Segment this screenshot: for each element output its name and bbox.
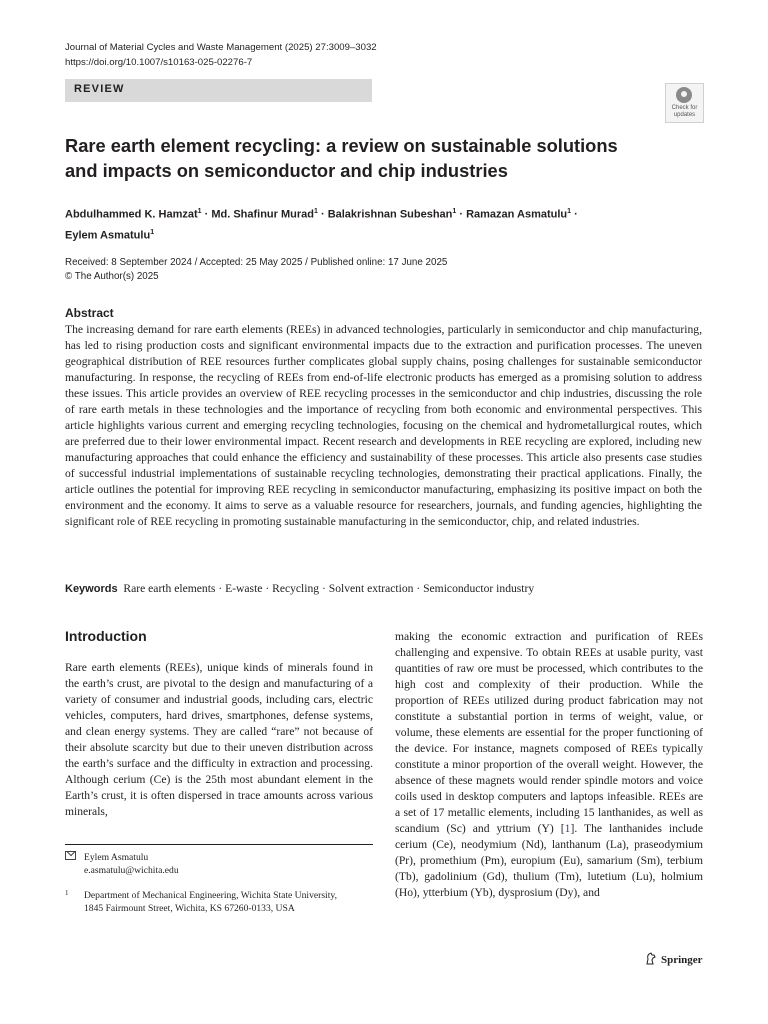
journal-citation: Journal of Material Cycles and Waste Management (2025) 27:3009–3032 (65, 42, 377, 53)
author-separator: · (571, 208, 578, 221)
publisher-logo (644, 952, 703, 966)
envelope-icon (65, 851, 76, 860)
springer-horse-icon (644, 952, 657, 965)
affiliation-number: 1 (65, 889, 69, 897)
author-list (65, 203, 685, 244)
introduction-heading: Introduction (65, 628, 147, 644)
corresponding-author-name: Eylem Asmatulu (84, 852, 149, 863)
citation-link[interactable]: 1 (564, 822, 571, 835)
keywords-label: Keywords (65, 583, 118, 595)
author-affiliation-mark: 1 (314, 208, 318, 215)
abstract-text: The increasing demand for rare earth elements (REEs) in advanced technologies, particularly in semiconductor and chip manufacturing, has led to rising production costs and significant environmental impacts due to the extraction and purification processes. The uneven geographical distribution of REE resources further complicates global supply chains, posing challenges for sustainable semiconductor manufacturing. In response, the recycling of REEs from end-of-life electronic products has emerged as a promising solution to address these issues. This article provides an overview of REE recycling processes in the semiconductor and chip industries, discussing the role of rare earth metals in these technologies and the importance of recycling from both economic and environmental perspectives. This article highlights various current and emerging recycling technologies, focusing on the chemical and hydrometallurgical routes, which are preferred due to their lower environmental impact. Recent research and developments in REE recycling are explored, including new manufacturing approaches that could enhance the efficiency and sustainability of these processes. This article also presents case studies of successful industrial implementations of sustainable recycling technologies, demonstrating their practical applications. Finally, the article outlines the potential for improving REE recycling in semiconductor manufacturing, emphasizing its positive impact on both the environment and the economy. It aims to serve as a valuable resource for researchers, journals, and funding agencies, highlighting the significant role of REE recycling in promoting sustainable manufacturing in the semiconductor, chip, and related industries. (65, 323, 702, 528)
corresponding-author-note (65, 851, 179, 877)
author-name[interactable]: Md. Shafinur Murad (211, 208, 314, 221)
introduction-right-column (395, 629, 703, 901)
corresponding-author-email[interactable]: e.asmatulu@wichita.edu (84, 865, 179, 876)
author-line-1 (65, 203, 685, 224)
affiliation-text: Department of Mechanical Engineering, Wichita State University, 1845 Fairmount Street, Wichita, KS 67260-0133, USA (84, 890, 337, 914)
author-separator: · (201, 208, 212, 221)
body-text: making the economic extraction and purification of REEs challenging and expensive. To obtain REEs at usable purity, vast quantities of raw ore must be processed, which contributes to the high cost and complexity of their production. While the proportion of REEs utilized during product fabrication may not constitute a substantial portion in terms of weight, value, or volume, these elements are essential for the proper functioning of the device. For instance, magnets composed of REEs typically constitute a minor proportion of the overall weight. However, the absence of these magnets would render spindle motors and voice coils used in desktop computers and laptops infeasible. REEs are a set of 17 metallic elements, including 15 lanthanides, as well as scandium (Sc) and yttrium (Y) [ (395, 630, 703, 835)
article-title: Rare earth element recycling: a review on sustainable solutions and impacts on semiconductor and chip industries (65, 135, 618, 181)
author-name[interactable]: Balakrishnan Subeshan (327, 208, 453, 221)
author-name[interactable]: Ramazan Asmatulu (466, 208, 568, 221)
crossmark-label-line1: Check for (671, 105, 698, 111)
journal-header (65, 40, 377, 70)
copyright-notice: © The Author(s) 2025 (65, 271, 159, 282)
author-affiliation-mark: 1 (567, 208, 572, 215)
abstract-heading: Abstract (65, 306, 114, 320)
author-name[interactable]: Abdulhammed K. Hamzat (65, 208, 198, 221)
crossmark-icon (676, 87, 692, 103)
author-line-2 (65, 224, 685, 245)
keywords (65, 581, 705, 597)
body-text: ]. The lanthanides include cerium (Ce), neodymium (Nd), lanthanum (La), praseodymium (Pr), promethium (Pm), europium (Eu), samarium (Sm), terbium (Tb), gadolinium (Gd), thulium (Tm), lutetium (Lu), holmium (Ho), ytterbium (Yb), dysprosium (Dy), and (395, 822, 703, 899)
affiliation-note (65, 889, 373, 915)
author-separator: · (456, 208, 467, 221)
author-affiliation-mark: 1 (452, 208, 457, 215)
article-type-label: REVIEW (74, 83, 125, 95)
keywords-list: Rare earth elements · E-waste · Recycling · Solvent extraction · Semiconductor industry (123, 582, 535, 595)
author-affiliation-mark: 1 (150, 228, 155, 236)
crossmark-label-line2: updates (673, 112, 696, 118)
publisher-name: Springer (661, 954, 703, 966)
introduction-left-column: Rare earth elements (REEs), unique kinds of minerals found in the earth’s crust, are pivotal to the design and manufacturing of a variety of consumer and industrial goods, including cars, electric vehicles, computers, hard drives, smartphones, defense systems, and clean energy systems. They are called “rare” not because of their absolute scarcity but due to their uneven distribution across the earth’s surface and the difficulty in extraction and processing. Although cerium (Ce) is the 25th most abundant element in the Earth’s crust, it is often dispersed in trace amounts across various minerals, (65, 661, 373, 818)
received-accepted-published: Received: 8 September 2024 / Accepted: 25 May 2025 / Published online: 17 June 2025 (65, 257, 448, 268)
doi-link[interactable]: https://doi.org/10.1007/s10163-025-02276-7 (65, 57, 253, 68)
author-name[interactable]: Eylem Asmatulu (65, 229, 151, 242)
check-for-updates-badge[interactable] (665, 83, 704, 123)
article-type-banner (65, 79, 372, 102)
author-affiliation-mark: 1 (197, 208, 202, 215)
footnote-divider (65, 844, 373, 845)
author-separator: · (317, 208, 328, 221)
publication-history (65, 256, 447, 284)
